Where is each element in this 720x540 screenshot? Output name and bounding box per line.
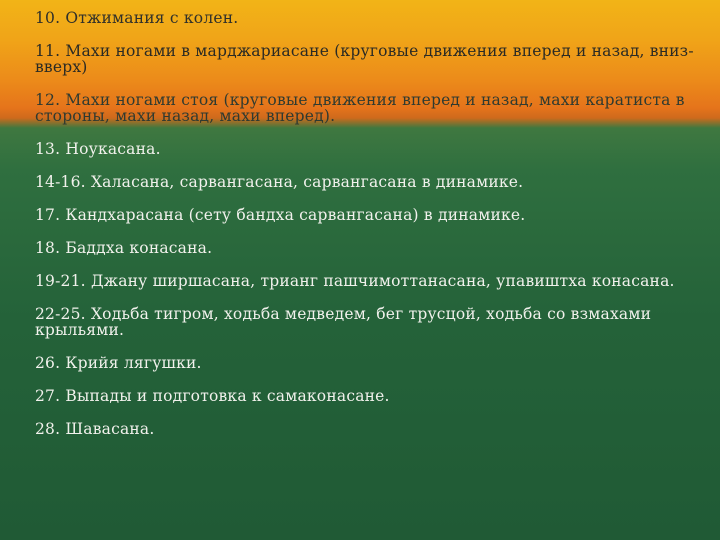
list-item: 22-25. Ходьба тигром, ходьба медведем, бег трусцой, ходьба со взмахами крыльями. xyxy=(35,305,652,339)
list-item: 14-16. Халасана, сарвангасана, сарвангасана в динамике. xyxy=(35,173,524,191)
list-item: 26. Крийя лягушки. xyxy=(35,354,202,372)
list-item: 13. Ноукасана. xyxy=(35,140,161,158)
list-item: 17. Кандхарасана (сету бандха сарвангасана) в динамике. xyxy=(35,206,526,224)
list-item: 12. Махи ногами стоя (круговые движения вперед и назад, махи каратиста в стороны, махи назад, махи вперед). xyxy=(35,91,685,125)
list-item: 18. Баддха конасана. xyxy=(35,239,213,257)
exercise-list xyxy=(35,10,695,454)
list-item: 27. Выпады и подготовка к самаконасане. xyxy=(35,387,390,405)
list-item: 10. Отжимания с колен. xyxy=(35,9,239,27)
list-item: 28. Шавасана. xyxy=(35,420,155,438)
list-item: 11. Махи ногами в марджариасане (круговые движения вперед и назад, вниз-вверх) xyxy=(35,42,694,76)
list-item: 19-21. Джану ширшасана, трианг пашчимоттанасана, упавиштха конасана. xyxy=(35,272,675,290)
